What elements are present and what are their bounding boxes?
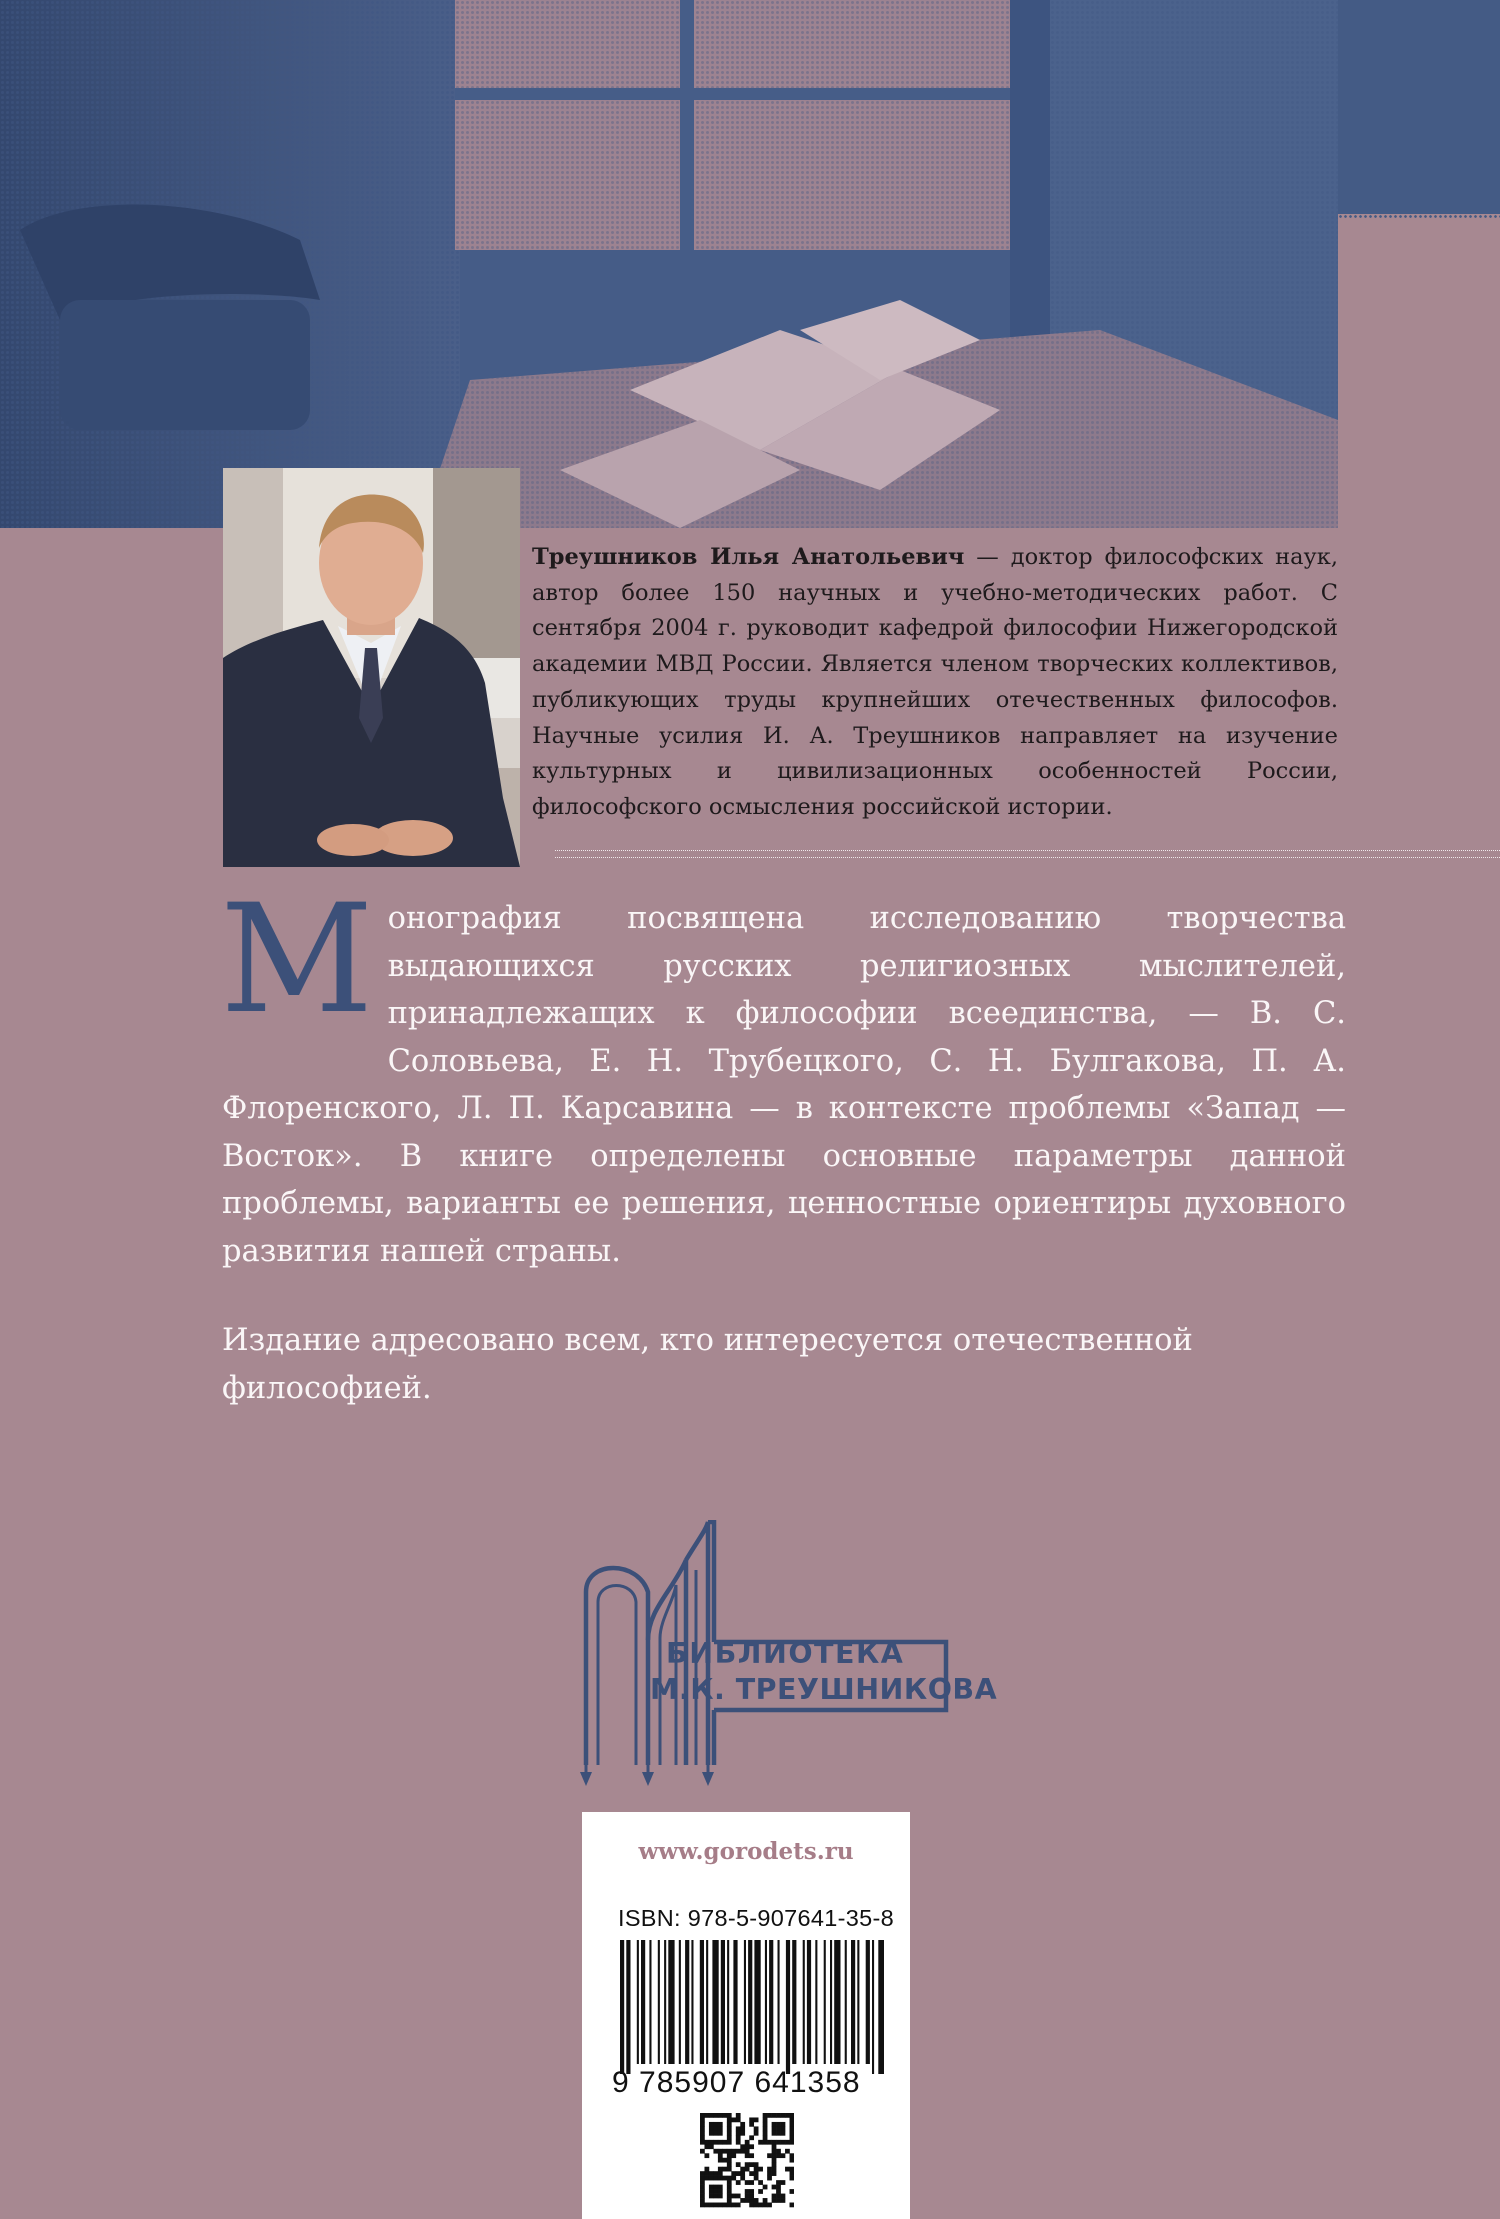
series-title-line-2: М.К. ТРЕУШНИКОВА [650, 1673, 998, 1706]
study-room-photo [0, 0, 1338, 528]
book-annotation [220, 873, 1346, 1275]
annotation-text: онография посвящена исследованию творчества выдающихся русских религиозных мыслителей, принадлежащих к философии всеединства, — В. С. Соловьева, Е. Н. Трубецкого, С. Н. Булгакова, П. А. Флоренского, Л. П. Карсавина — в контексте проблемы «Запад — Восток». В книге определены основные параметры данной проблемы, варианты ее решения, ценностные ориентиры духовного развития нашей страны. [222, 901, 1346, 1269]
decorative-halftone-edge [1338, 214, 1500, 220]
drop-cap-letter: М [220, 873, 374, 1047]
barcode-digits: 9 785907 641358 [612, 2066, 861, 2099]
qr-code-icon [700, 2113, 794, 2219]
isbn-number: ISBN: 978-5-907641-35-8 [618, 1905, 895, 1931]
author-biography-text: — доктор философских наук, автор более 150 научных и учебно-методических работ. С сентября 2004 г. руководит кафедрой философии Нижегородской академии МВД России. Является членом творческих коллективов, публикующих труды крупнейших отечественных философов. Научные усилия И. А. Треушников направляет на изучение культурных и цивилизационных особенностей России, философского осмысления российской истории. [532, 544, 1338, 820]
dotted-divider [555, 850, 1500, 858]
author-portrait [223, 468, 520, 867]
decorative-color-strip [1338, 0, 1500, 214]
barcode-icon [618, 1940, 884, 2074]
publisher-website: www.gorodets.ru [638, 1838, 854, 1865]
audience-note: Издание адресовано всем, кто интересуется отечественной философией. [222, 1323, 1193, 1406]
barcode-panel [582, 1812, 910, 2219]
author-name: Треушников Илья Анатольевич [532, 544, 965, 570]
author-biography [532, 540, 1338, 826]
series-title-line-1: БИБЛИОТЕКА [666, 1637, 905, 1670]
